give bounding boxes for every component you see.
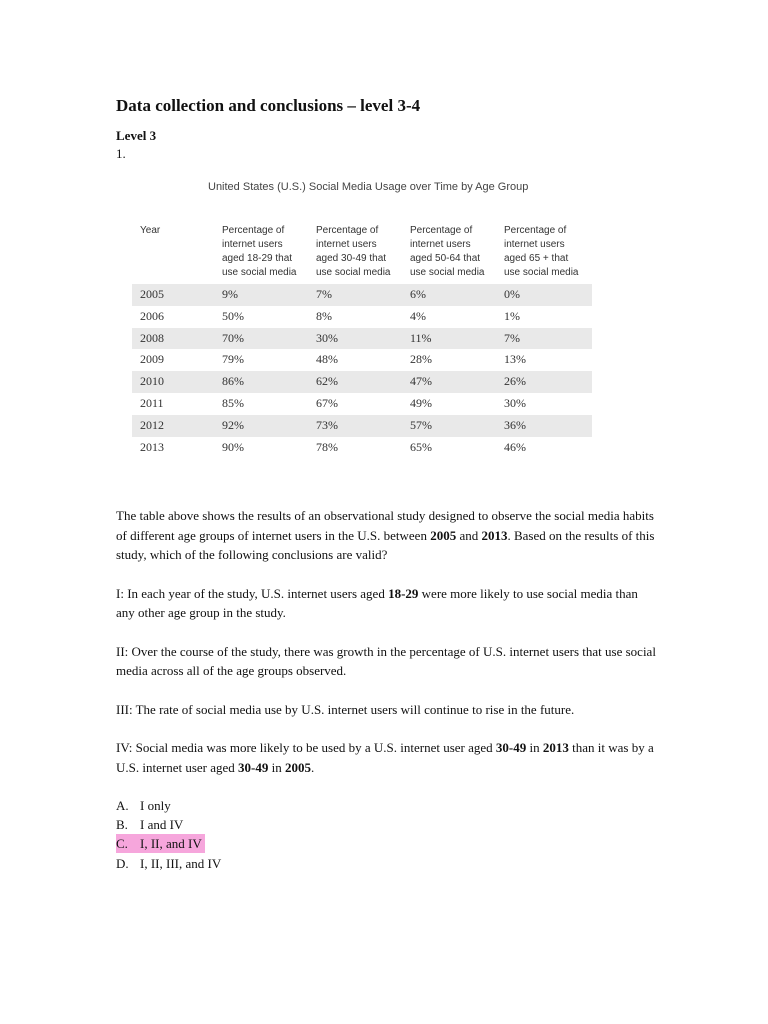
table-cell: 4% — [410, 308, 426, 323]
emphasis-year: 2005 — [285, 759, 311, 775]
choice-text: I, II, III, and IV — [140, 855, 222, 871]
emphasis-year: 2013 — [542, 740, 569, 755]
choice-text: I only — [140, 798, 171, 813]
table-row — [132, 437, 592, 459]
table-cell: 36% — [504, 417, 526, 432]
question-number: 1. — [116, 146, 126, 161]
choice-letter: D. — [116, 855, 129, 871]
statement-2: II: Over the course of the study, there was growth in the percentage of U.S. internet users that use social media across all of the age groups observed. — [116, 643, 656, 678]
table-cell: 2012 — [140, 417, 164, 432]
table-cell: 26% — [504, 374, 526, 389]
table-cell: 78% — [316, 439, 338, 454]
emphasis-year: 2013 — [481, 527, 508, 543]
table-cell: 65% — [410, 439, 432, 454]
level-heading: Level 3 — [116, 128, 157, 143]
page-title: Data collection and conclusions – level 3-4 — [116, 96, 421, 115]
table-cell: 2008 — [140, 330, 164, 345]
table-row — [132, 371, 592, 393]
table-cell: 8% — [316, 308, 332, 323]
table-cell: 79% — [222, 352, 244, 367]
table-cell: 46% — [504, 439, 526, 454]
table-cell: 2006 — [140, 308, 164, 323]
table-cell: 0% — [504, 287, 520, 301]
choice-letter: A. — [116, 798, 129, 813]
table-cell: 2009 — [140, 352, 164, 367]
choice-c-highlighted[interactable] — [116, 834, 205, 853]
table-cell: 6% — [410, 287, 426, 301]
choice-text: I and IV — [140, 817, 184, 832]
table-header-row — [132, 224, 592, 284]
statement-3: III: The rate of social media use by U.S. internet users will continue to rise in the future. — [116, 701, 575, 717]
page-header — [116, 96, 656, 162]
table-row — [132, 415, 592, 437]
choice-b[interactable] — [116, 815, 656, 834]
table-cell: 11% — [410, 330, 432, 345]
table-cell: 48% — [316, 352, 338, 367]
column-header: Percentage of internet users aged 18-29 that use social media — [222, 225, 297, 278]
emphasis-year: 2005 — [430, 527, 457, 543]
table-cell: 86% — [222, 374, 244, 389]
table-cell: 50% — [222, 308, 244, 323]
column-header: Percentage of internet users aged 65 + that use social media — [504, 225, 579, 278]
statement-4: IV: Social media was more likely to be used by a U.S. internet user aged 30-49 in 2013 than it was by a U.S. internet user aged 30-49 in 2005. — [116, 740, 654, 775]
emphasis-age: 18-29 — [388, 585, 419, 601]
emphasis-age: 30-49 — [238, 759, 269, 775]
table-cell: 2013 — [140, 439, 164, 454]
table-row — [132, 306, 592, 328]
table-cell: 7% — [316, 287, 332, 301]
table-cell: 2011 — [140, 395, 164, 410]
data-table-figure — [132, 178, 592, 458]
table-cell: 73% — [316, 417, 338, 432]
table-cell: 13% — [504, 352, 526, 367]
table-cell: 62% — [316, 374, 338, 389]
table-row — [132, 328, 592, 350]
answer-choices — [116, 796, 656, 873]
table-caption: United States (U.S.) Social Media Usage over Time by Age Group — [208, 181, 529, 193]
table-cell: 85% — [222, 395, 244, 410]
choice-text: I, II, and IV — [140, 836, 202, 851]
column-header: Percentage of internet users aged 30-49 that use social media — [316, 225, 391, 278]
table-cell: 47% — [410, 374, 432, 389]
column-header: Percentage of internet users aged 50-64 that use social media — [410, 225, 485, 278]
choice-a[interactable] — [116, 796, 656, 815]
table-cell: 2010 — [140, 374, 164, 389]
table-cell: 30% — [504, 395, 526, 410]
column-header: Year — [140, 225, 161, 236]
table-cell: 70% — [222, 330, 244, 345]
data-table — [132, 224, 592, 458]
table-cell: 9% — [222, 287, 238, 301]
table-cell: 90% — [222, 439, 244, 454]
table-row — [132, 349, 592, 371]
table-cell: 2005 — [140, 287, 164, 301]
table-cell: 30% — [316, 330, 338, 345]
choice-letter: B. — [116, 817, 128, 832]
question-intro: The table above shows the results of an observational study designed to observe the social media habits of different age groups of internet users in the U.S. between 2005 and 2013. Based on the results of this study, which of the following conclusions are valid? — [116, 508, 655, 562]
table-cell: 92% — [222, 417, 244, 432]
table-row — [132, 284, 592, 306]
table-cell: 49% — [410, 395, 432, 410]
choice-letter: C. — [116, 836, 128, 851]
statement-1: I: In each year of the study, U.S. internet users aged 18-29 were more likely to use social media than any other age group in the study. — [116, 585, 638, 620]
table-cell: 7% — [504, 330, 520, 345]
question-body — [116, 506, 656, 873]
table-cell: 67% — [316, 395, 338, 410]
table-cell: 28% — [410, 352, 432, 367]
table-cell: 57% — [410, 417, 432, 432]
emphasis-age: 30-49 — [495, 740, 527, 755]
table-cell: 1% — [504, 308, 520, 323]
choice-d[interactable] — [116, 854, 656, 873]
table-row — [132, 393, 592, 415]
